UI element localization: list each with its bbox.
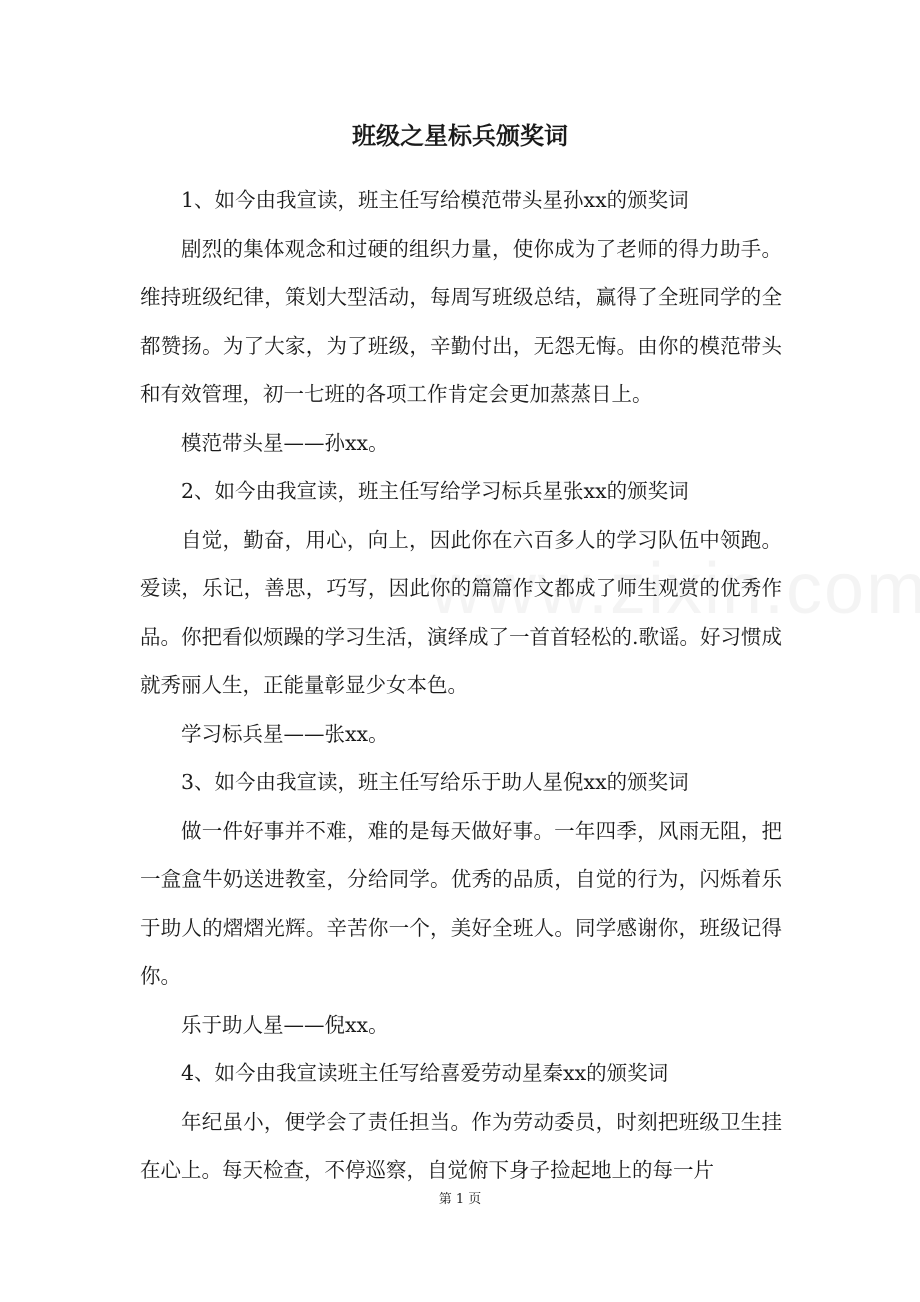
award-heading-1: 1、如今由我宣读，班主任写给模范带头星孙xx的颁奖词 [181, 188, 689, 212]
document-body [140, 176, 782, 1195]
award-heading-4: 4、如今由我宣读班主任写给喜爱劳动星秦xx的颁奖词 [181, 1061, 669, 1085]
document-title: 班级之星标兵颁奖词 [352, 121, 568, 150]
award-title-3: 乐于助人星——倪xx。 [181, 1012, 389, 1037]
award-title-2: 学习标兵星——张xx。 [181, 721, 389, 746]
award-text-2: 自觉，勤奋，用心，向上，因此你在六百多人的学习队伍中领跑。爱读，乐记，善思，巧写，因此你的篇篇作文都成了师生观赏的优秀作品。你把看似烦躁的学习生活，演绎成了一首首轻松的.歌谣。好习惯成就秀丽人生，正能量彰显少女本色。 [140, 527, 783, 697]
award-heading-2: 2、如今由我宣读，班主任写给学习标兵星张xx的颁奖词 [181, 479, 689, 503]
award-heading-3: 3、如今由我宣读，班主任写给乐于助人星倪xx的颁奖词 [181, 770, 689, 794]
award-text-3: 做一件好事并不难，难的是每天做好事。一年四季，风雨无阻，把一盒盒牛奶送进教室，分给同学。优秀的品质，自觉的行为，闪烁着乐于助人的熠熠光辉。辛苦你一个，美好全班人。同学感谢你，班级记得你。 [140, 818, 782, 988]
award-text-4: 年纪虽小，便学会了责任担当。作为劳动委员，时刻把班级卫生挂在心上。每天检查，不停巡察，自觉俯下身子捡起地上的每一片 [140, 1109, 782, 1182]
page-number: 第 1 页 [438, 1192, 482, 1207]
award-title-1: 模范带头星——孙xx。 [181, 430, 389, 455]
award-text-1: 剧烈的集体观念和过硬的组织力量，使你成为了老师的得力助手。维持班级纪律，策划大型活动，每周写班级总结，赢得了全班同学的全都赞扬。为了大家，为了班级，辛勤付出，无怨无悔。由你的模范带头和有效管理，初一七班的各项工作肯定会更加蒸蒸日上。 [140, 236, 782, 406]
